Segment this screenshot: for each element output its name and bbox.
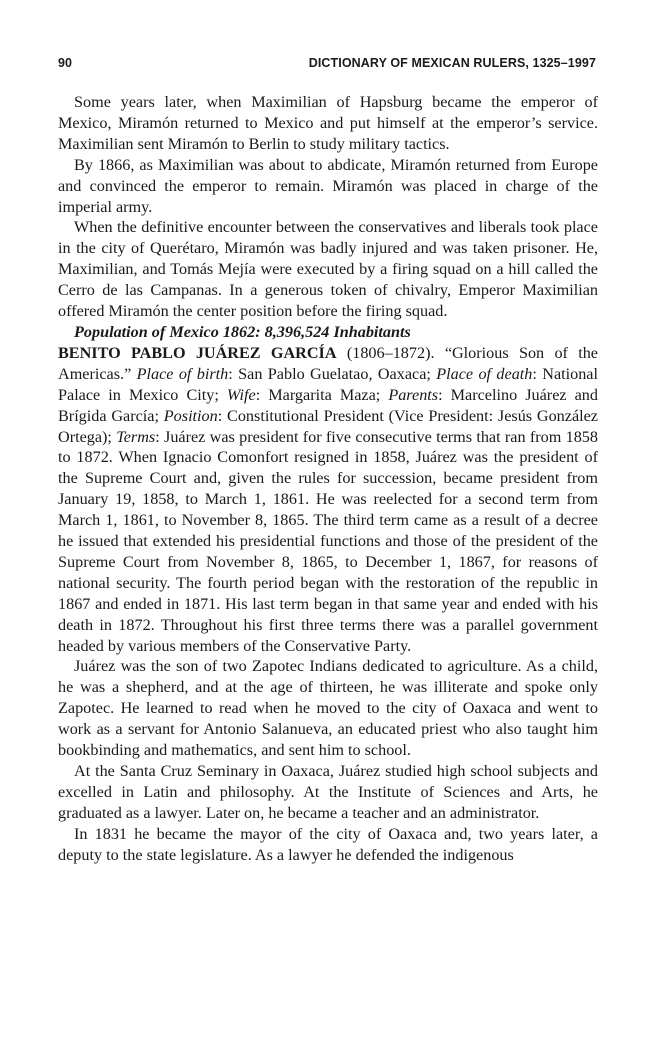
birth-label: Place of birth [136,364,229,383]
population-subheading: Population of Mexico 1862: 8,396,524 Inhabitants [74,322,411,341]
book-page [58,56,598,866]
paragraph: Juárez was the son of two Zapotec Indians dedicated to agriculture. As a child, he was a shepherd, and at the age of thirteen, he was illiterate and spoke only Zapotec. He learned to read when he moved to the city of Oaxaca and went to work as a servant for Antonio Salanueva, an educated priest who also taught him bookbinding and mathematics, and sent him to school. [58,657,598,760]
parents-label: Parents [388,385,439,404]
position-label: Position [163,406,218,425]
paragraph: When the definitive encounter between the conservatives and liberals took place in the city of Querétaro, Miramón was badly injured and was taken prisoner. He, Maximilian, and Tomás Mejía were executed by a firing squad on a hill called the Cerro de las Campanas. In a generous token of chivalry, Emperor Maximilian offered Miramón the center position before the firing squad. [58,218,598,321]
paragraph: Some years later, when Maximilian of Hapsburg became the emperor of Mexico, Miramón returned to Mexico and put himself at the emperor’s service. Maximilian sent Miramón to Berlin to study military tactics. [58,93,598,153]
body-text [58,92,598,866]
parents-value: : Marcelino Juárez and Brígida García; [58,385,598,425]
birth-value: : San Pablo Guelatao, Oaxaca; [228,364,437,383]
page-number: 90 [58,56,73,70]
wife-label: Wife [226,385,256,404]
terms-value: : Juárez was president for five consecutive terms that ran from 1858 to 1872. When Ignacio Comonfort resigned in 1858, Juárez was the president of the Supreme Court and, given the rules for succession, became president from January 19, 1858, to March 1, 1861. He was reelected for a second term from March 1, 1861, to November 8, 1865. The third term came as a result of a decree he issued that extended his presidential functions and those of the president of the Supreme Court from November 8, 1865, to December 1, 1867, for reasons of national security. The fourth period began with the restoration of the republic in 1867 and ended in 1871. His last term began in that same year and ended with his death in 1872. Throughout his first three terms there was a parallel government headed by various members of the Conservative Party. [58,427,598,655]
paragraph: By 1866, as Maximilian was about to abdicate, Miramón returned from Europe and convinced the emperor to remain. Miramón was placed in charge of the imperial army. [58,155,598,216]
paragraph: At the Santa Cruz Seminary in Oaxaca, Juárez studied high school subjects and excelled in Latin and philosophy. At the Institute of Sciences and Arts, he graduated as a lawyer. Later on, he became a teacher and an administrator. [58,762,598,822]
entry-epithet: “Glorious Son of the Americas.” [58,343,598,383]
running-title: DICTIONARY OF MEXICAN RULERS, 1325–1997 [308,56,596,70]
wife-value: : Margarita Maza; [255,385,389,404]
death-value: : National Palace in Mexico City; [58,364,598,404]
death-label: Place of death [436,364,533,383]
running-head [58,56,598,76]
entry-headword: BENITO PABLO JUÁREZ GARCÍA [58,343,337,362]
entry-dates: (1806–1872). [336,343,445,362]
paragraph: In 1831 he became the mayor of the city of Oaxaca and, two years later, a deputy to the state legislature. As a lawyer he defended the indigenous [58,824,598,864]
terms-label: Terms [116,427,156,446]
position-value: : Constitutional President (Vice President: Jesús González Ortega); [58,406,598,446]
entry-header-paragraph [58,343,598,657]
